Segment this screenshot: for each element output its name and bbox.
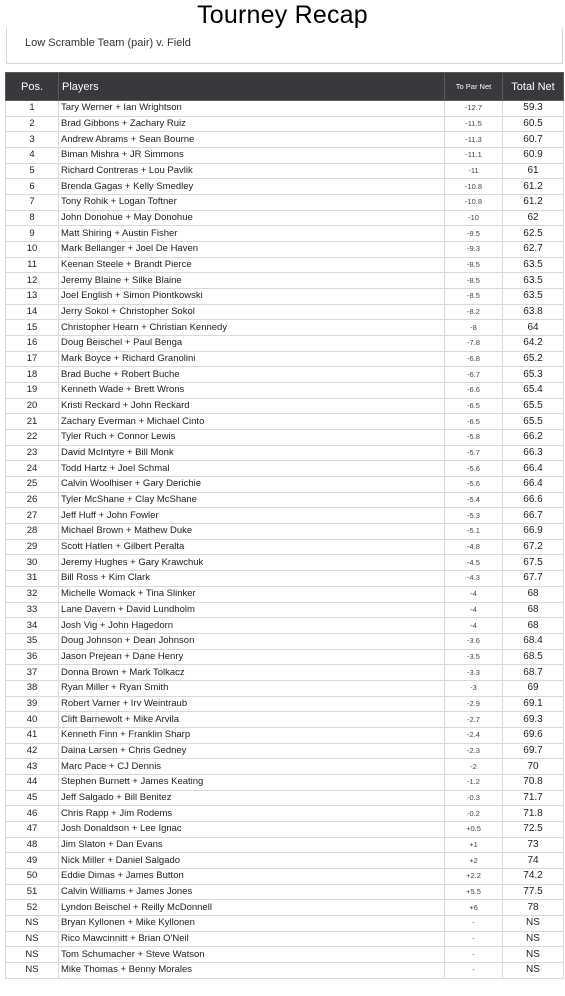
cell-total: 61.2 <box>503 195 564 211</box>
cell-to-par: -4.8 <box>445 539 503 555</box>
cell-total: 65.5 <box>503 414 564 430</box>
cell-pos: 20 <box>6 398 59 414</box>
cell-total: 68.4 <box>503 633 564 649</box>
table-row <box>6 821 564 837</box>
cell-players: Stephen Burnett + James Keating <box>59 774 445 790</box>
cell-total: 70 <box>503 759 564 775</box>
cell-players: Michelle Womack + Tina Slinker <box>59 586 445 602</box>
cell-to-par: -3.3 <box>445 665 503 681</box>
cell-pos: 2 <box>6 116 59 132</box>
cell-players: Tary Werner + Ian Wrightson <box>59 101 445 117</box>
cell-total: 77.5 <box>503 884 564 900</box>
cell-total: NS <box>503 931 564 947</box>
cell-to-par: -2.4 <box>445 727 503 743</box>
cell-players: Mark Bellanger + Joel De Haven <box>59 242 445 258</box>
cell-total: 67.7 <box>503 571 564 587</box>
cell-total: 66.3 <box>503 445 564 461</box>
cell-to-par: -8.5 <box>445 289 503 305</box>
table-row <box>6 320 564 336</box>
cell-players: Calvin Woolhiser + Gary Derichie <box>59 477 445 493</box>
cell-total: 72.5 <box>503 821 564 837</box>
cell-players: Jerry Sokol + Christopher Sokol <box>59 304 445 320</box>
cell-players: Jeremy Blaine + Silke Blaine <box>59 273 445 289</box>
cell-pos: NS <box>6 947 59 963</box>
cell-players: Chris Rapp + Jim Rodems <box>59 806 445 822</box>
table-row <box>6 555 564 571</box>
cell-pos: 51 <box>6 884 59 900</box>
cell-total: 68 <box>503 602 564 618</box>
cell-to-par: +2.2 <box>445 868 503 884</box>
table-row <box>6 477 564 493</box>
cell-players: Rico Mawcinnitt + Brian O'Neil <box>59 931 445 947</box>
cell-pos: 42 <box>6 743 59 759</box>
cell-pos: 28 <box>6 524 59 540</box>
cell-to-par: +2 <box>445 853 503 869</box>
header-to-par: To Par Net <box>445 73 503 101</box>
cell-pos: 36 <box>6 649 59 665</box>
cell-to-par: -10.8 <box>445 179 503 195</box>
cell-players: Doug Beischel + Paul Benga <box>59 336 445 352</box>
cell-pos: 4 <box>6 148 59 164</box>
table-row <box>6 524 564 540</box>
cell-players: John Donohue + May Donohue <box>59 210 445 226</box>
cell-players: Kristi Reckard + John Reckard <box>59 398 445 414</box>
cell-pos: 34 <box>6 618 59 634</box>
cell-pos: 31 <box>6 571 59 587</box>
cell-total: 68 <box>503 618 564 634</box>
cell-players: Richard Contreras + Lou Pavlik <box>59 163 445 179</box>
cell-players: Kenneth Finn + Franklin Sharp <box>59 727 445 743</box>
cell-to-par: -4 <box>445 586 503 602</box>
table-row <box>6 101 564 117</box>
table-row <box>6 602 564 618</box>
cell-total: 73 <box>503 837 564 853</box>
cell-total: 74 <box>503 853 564 869</box>
table-row <box>6 461 564 477</box>
cell-pos: 5 <box>6 163 59 179</box>
cell-to-par: - <box>445 915 503 931</box>
cell-total: 66.4 <box>503 461 564 477</box>
cell-total: 64 <box>503 320 564 336</box>
table-row <box>6 680 564 696</box>
cell-to-par: -6.6 <box>445 383 503 399</box>
table-row <box>6 884 564 900</box>
cell-players: Marc Pace + CJ Dennis <box>59 759 445 775</box>
cell-pos: 29 <box>6 539 59 555</box>
table-row <box>6 774 564 790</box>
cell-to-par: +6 <box>445 900 503 916</box>
cell-to-par: -4.3 <box>445 571 503 587</box>
cell-total: NS <box>503 915 564 931</box>
cell-players: Jeremy Hughes + Gary Krawchuk <box>59 555 445 571</box>
table-row <box>6 868 564 884</box>
cell-to-par: -5.4 <box>445 492 503 508</box>
table-row <box>6 915 564 931</box>
cell-players: Bill Ross + Kim Clark <box>59 571 445 587</box>
cell-total: 69.7 <box>503 743 564 759</box>
cell-pos: 6 <box>6 179 59 195</box>
cell-total: 63.8 <box>503 304 564 320</box>
cell-total: 59.3 <box>503 101 564 117</box>
cell-total: NS <box>503 947 564 963</box>
table-row <box>6 195 564 211</box>
cell-pos: 41 <box>6 727 59 743</box>
cell-pos: 21 <box>6 414 59 430</box>
cell-players: Clift Barnewolt + Mike Arvila <box>59 712 445 728</box>
cell-total: 70.8 <box>503 774 564 790</box>
cell-total: 64.2 <box>503 336 564 352</box>
cell-total: 68.7 <box>503 665 564 681</box>
cell-players: Andrew Abrams + Sean Bourne <box>59 132 445 148</box>
cell-pos: 25 <box>6 477 59 493</box>
cell-total: 66.6 <box>503 492 564 508</box>
cell-players: Brenda Gagas + Kelly Smedley <box>59 179 445 195</box>
cell-players: Calvin Williams + James Jones <box>59 884 445 900</box>
cell-players: Zachary Everman + Michael Cinto <box>59 414 445 430</box>
cell-pos: 3 <box>6 132 59 148</box>
cell-pos: 8 <box>6 210 59 226</box>
cell-pos: 32 <box>6 586 59 602</box>
table-row <box>6 383 564 399</box>
cell-to-par: -5.6 <box>445 461 503 477</box>
cell-pos: 52 <box>6 900 59 916</box>
cell-players: Lyndon Beischel + Reilly McDonnell <box>59 900 445 916</box>
cell-to-par: -3 <box>445 680 503 696</box>
cell-total: 65.2 <box>503 351 564 367</box>
table-body <box>6 101 564 979</box>
cell-players: Doug Johnson + Dean Johnson <box>59 633 445 649</box>
cell-pos: 33 <box>6 602 59 618</box>
table-row <box>6 743 564 759</box>
cell-to-par: -10.8 <box>445 195 503 211</box>
cell-to-par: -6.7 <box>445 367 503 383</box>
cell-total: 69 <box>503 680 564 696</box>
cell-players: Lane Davern + David Lundholm <box>59 602 445 618</box>
cell-to-par: - <box>445 931 503 947</box>
table-row <box>6 947 564 963</box>
cell-players: Joel English + Simon Piontkowski <box>59 289 445 305</box>
cell-pos: 18 <box>6 367 59 383</box>
cell-players: David McIntyre + Bill Monk <box>59 445 445 461</box>
cell-to-par: -3.5 <box>445 649 503 665</box>
cell-players: Christopher Hearn + Christian Kennedy <box>59 320 445 336</box>
cell-pos: 35 <box>6 633 59 649</box>
cell-to-par: -5.7 <box>445 445 503 461</box>
cell-total: NS <box>503 962 564 978</box>
cell-to-par: -11 <box>445 163 503 179</box>
cell-to-par: -5.8 <box>445 430 503 446</box>
table-row <box>6 508 564 524</box>
table-row <box>6 132 564 148</box>
cell-total: 69.1 <box>503 696 564 712</box>
table-row <box>6 367 564 383</box>
cell-players: Robert Varner + Irv Weintraub <box>59 696 445 712</box>
cell-to-par: -8.5 <box>445 257 503 273</box>
cell-total: 71.8 <box>503 806 564 822</box>
cell-players: Jeff Huff + John Fowler <box>59 508 445 524</box>
cell-players: Scott Hatlen + Gilbert Peralta <box>59 539 445 555</box>
cell-to-par: -10 <box>445 210 503 226</box>
cell-players: Keenan Steele + Brandt Pierce <box>59 257 445 273</box>
cell-pos: 10 <box>6 242 59 258</box>
cell-total: 60.7 <box>503 132 564 148</box>
cell-total: 78 <box>503 900 564 916</box>
cell-pos: NS <box>6 962 59 978</box>
cell-pos: 50 <box>6 868 59 884</box>
cell-players: Michael Brown + Mathew Duke <box>59 524 445 540</box>
table-row <box>6 179 564 195</box>
cell-to-par: -1.2 <box>445 774 503 790</box>
subtitle-panel <box>6 28 563 64</box>
cell-total: 60.9 <box>503 148 564 164</box>
cell-to-par: +5.5 <box>445 884 503 900</box>
cell-players: Jeff Salgado + Bill Benitez <box>59 790 445 806</box>
cell-pos: 1 <box>6 101 59 117</box>
table-row <box>6 962 564 978</box>
table-row <box>6 398 564 414</box>
table-row <box>6 633 564 649</box>
cell-players: Brad Buche + Robert Buche <box>59 367 445 383</box>
header-pos: Pos. <box>6 73 59 101</box>
table-header-row <box>6 73 564 101</box>
cell-pos: 23 <box>6 445 59 461</box>
cell-total: 71.7 <box>503 790 564 806</box>
table-row <box>6 806 564 822</box>
table-row <box>6 492 564 508</box>
cell-total: 66.4 <box>503 477 564 493</box>
table-row <box>6 665 564 681</box>
cell-pos: 26 <box>6 492 59 508</box>
cell-to-par: -9.5 <box>445 226 503 242</box>
table-row <box>6 242 564 258</box>
table-row <box>6 539 564 555</box>
cell-total: 60.5 <box>503 116 564 132</box>
cell-pos: 16 <box>6 336 59 352</box>
cell-to-par: -0.2 <box>445 806 503 822</box>
cell-pos: NS <box>6 931 59 947</box>
table-row <box>6 304 564 320</box>
cell-total: 63.5 <box>503 257 564 273</box>
cell-total: 66.9 <box>503 524 564 540</box>
cell-pos: 47 <box>6 821 59 837</box>
cell-total: 65.4 <box>503 383 564 399</box>
table-row <box>6 586 564 602</box>
cell-pos: 14 <box>6 304 59 320</box>
cell-total: 66.7 <box>503 508 564 524</box>
table-row <box>6 696 564 712</box>
cell-to-par: -2.9 <box>445 696 503 712</box>
page-title: Tourney Recap <box>197 1 368 29</box>
cell-to-par: -11.5 <box>445 116 503 132</box>
cell-to-par: -4 <box>445 618 503 634</box>
cell-players: Josh Donaldson + Lee Ignac <box>59 821 445 837</box>
cell-pos: 49 <box>6 853 59 869</box>
cell-to-par: -11.3 <box>445 132 503 148</box>
results-table <box>5 72 564 979</box>
cell-to-par: -6.8 <box>445 351 503 367</box>
cell-players: Matt Shiring + Austin Fisher <box>59 226 445 242</box>
cell-pos: 22 <box>6 430 59 446</box>
cell-total: 68.5 <box>503 649 564 665</box>
cell-pos: 37 <box>6 665 59 681</box>
cell-pos: 46 <box>6 806 59 822</box>
cell-to-par: -8.2 <box>445 304 503 320</box>
table-row <box>6 414 564 430</box>
header-players: Players <box>59 73 445 101</box>
table-row <box>6 430 564 446</box>
cell-total: 66.2 <box>503 430 564 446</box>
table-row <box>6 210 564 226</box>
cell-players: Eddie Dimas + James Button <box>59 868 445 884</box>
cell-pos: 43 <box>6 759 59 775</box>
table-row <box>6 900 564 916</box>
table-row <box>6 712 564 728</box>
cell-pos: 19 <box>6 383 59 399</box>
cell-total: 65.5 <box>503 398 564 414</box>
cell-total: 65.3 <box>503 367 564 383</box>
cell-total: 62.5 <box>503 226 564 242</box>
cell-total: 67.2 <box>503 539 564 555</box>
cell-to-par: - <box>445 947 503 963</box>
table-row <box>6 257 564 273</box>
cell-total: 62.7 <box>503 242 564 258</box>
cell-to-par: +0.5 <box>445 821 503 837</box>
cell-to-par: -4 <box>445 602 503 618</box>
cell-players: Brad Gibbons + Zachary Ruiz <box>59 116 445 132</box>
table-row <box>6 759 564 775</box>
cell-players: Nick Miller + Daniel Salgado <box>59 853 445 869</box>
table-row <box>6 163 564 179</box>
cell-total: 63.5 <box>503 273 564 289</box>
cell-to-par: -9.3 <box>445 242 503 258</box>
cell-pos: 15 <box>6 320 59 336</box>
subtitle: Low Scramble Team (pair) v. Field <box>25 37 191 49</box>
cell-players: Biman Mishra + JR Simmons <box>59 148 445 164</box>
table-row <box>6 351 564 367</box>
table-row <box>6 837 564 853</box>
cell-players: Todd Hartz + Joel Schmal <box>59 461 445 477</box>
table-row <box>6 289 564 305</box>
cell-total: 61.2 <box>503 179 564 195</box>
cell-players: Donna Brown + Mark Tolkacz <box>59 665 445 681</box>
table-row <box>6 790 564 806</box>
cell-total: 62 <box>503 210 564 226</box>
cell-to-par: -5.6 <box>445 477 503 493</box>
cell-pos: 7 <box>6 195 59 211</box>
cell-total: 74.2 <box>503 868 564 884</box>
cell-to-par: -7.8 <box>445 336 503 352</box>
cell-to-par: -5.3 <box>445 508 503 524</box>
cell-total: 69.3 <box>503 712 564 728</box>
cell-total: 68 <box>503 586 564 602</box>
cell-to-par: -6.5 <box>445 414 503 430</box>
cell-pos: 45 <box>6 790 59 806</box>
cell-pos: 12 <box>6 273 59 289</box>
table-row <box>6 116 564 132</box>
cell-pos: 39 <box>6 696 59 712</box>
cell-players: Mike Thomas + Benny Morales <box>59 962 445 978</box>
cell-pos: 9 <box>6 226 59 242</box>
cell-to-par: -0.3 <box>445 790 503 806</box>
cell-players: Ryan Miller + Ryan Smith <box>59 680 445 696</box>
cell-total: 69.6 <box>503 727 564 743</box>
cell-to-par: +1 <box>445 837 503 853</box>
cell-pos: 38 <box>6 680 59 696</box>
cell-to-par: -4.5 <box>445 555 503 571</box>
table-row <box>6 148 564 164</box>
cell-to-par: -8.5 <box>445 273 503 289</box>
table-row <box>6 618 564 634</box>
cell-to-par: -11.1 <box>445 148 503 164</box>
cell-players: Daina Larsen + Chris Gedney <box>59 743 445 759</box>
table-row <box>6 445 564 461</box>
cell-to-par: -2 <box>445 759 503 775</box>
cell-pos: 30 <box>6 555 59 571</box>
table-row <box>6 931 564 947</box>
cell-to-par: - <box>445 962 503 978</box>
cell-pos: 17 <box>6 351 59 367</box>
cell-to-par: -12.7 <box>445 101 503 117</box>
cell-to-par: -5.1 <box>445 524 503 540</box>
cell-players: Tom Schumacher + Steve Watson <box>59 947 445 963</box>
cell-players: Mark Boyce + Richard Granolini <box>59 351 445 367</box>
cell-to-par: -3.6 <box>445 633 503 649</box>
cell-to-par: -6.5 <box>445 398 503 414</box>
cell-pos: 27 <box>6 508 59 524</box>
cell-players: Bryan Kyllonen + Mike Kyllonen <box>59 915 445 931</box>
table-row <box>6 336 564 352</box>
cell-to-par: -8 <box>445 320 503 336</box>
cell-pos: NS <box>6 915 59 931</box>
table-row <box>6 273 564 289</box>
cell-players: Jim Slaton + Dan Evans <box>59 837 445 853</box>
cell-players: Tony Rohik + Logan Toftner <box>59 195 445 211</box>
cell-to-par: -2.3 <box>445 743 503 759</box>
table-row <box>6 853 564 869</box>
cell-pos: 11 <box>6 257 59 273</box>
table-row <box>6 727 564 743</box>
cell-total: 61 <box>503 163 564 179</box>
cell-pos: 13 <box>6 289 59 305</box>
cell-players: Tyler McShane + Clay McShane <box>59 492 445 508</box>
cell-pos: 40 <box>6 712 59 728</box>
cell-players: Jason Prejean + Dane Henry <box>59 649 445 665</box>
table-row <box>6 571 564 587</box>
cell-pos: 44 <box>6 774 59 790</box>
cell-players: Tyler Ruch + Connor Lewis <box>59 430 445 446</box>
cell-to-par: -2.7 <box>445 712 503 728</box>
cell-players: Josh Vig + John Hagedorn <box>59 618 445 634</box>
cell-players: Kenneth Wade + Brett Wrons <box>59 383 445 399</box>
cell-pos: 48 <box>6 837 59 853</box>
cell-pos: 24 <box>6 461 59 477</box>
cell-total: 63.5 <box>503 289 564 305</box>
header-total: Total Net <box>503 73 564 101</box>
table-row <box>6 226 564 242</box>
table-row <box>6 649 564 665</box>
cell-total: 67.5 <box>503 555 564 571</box>
